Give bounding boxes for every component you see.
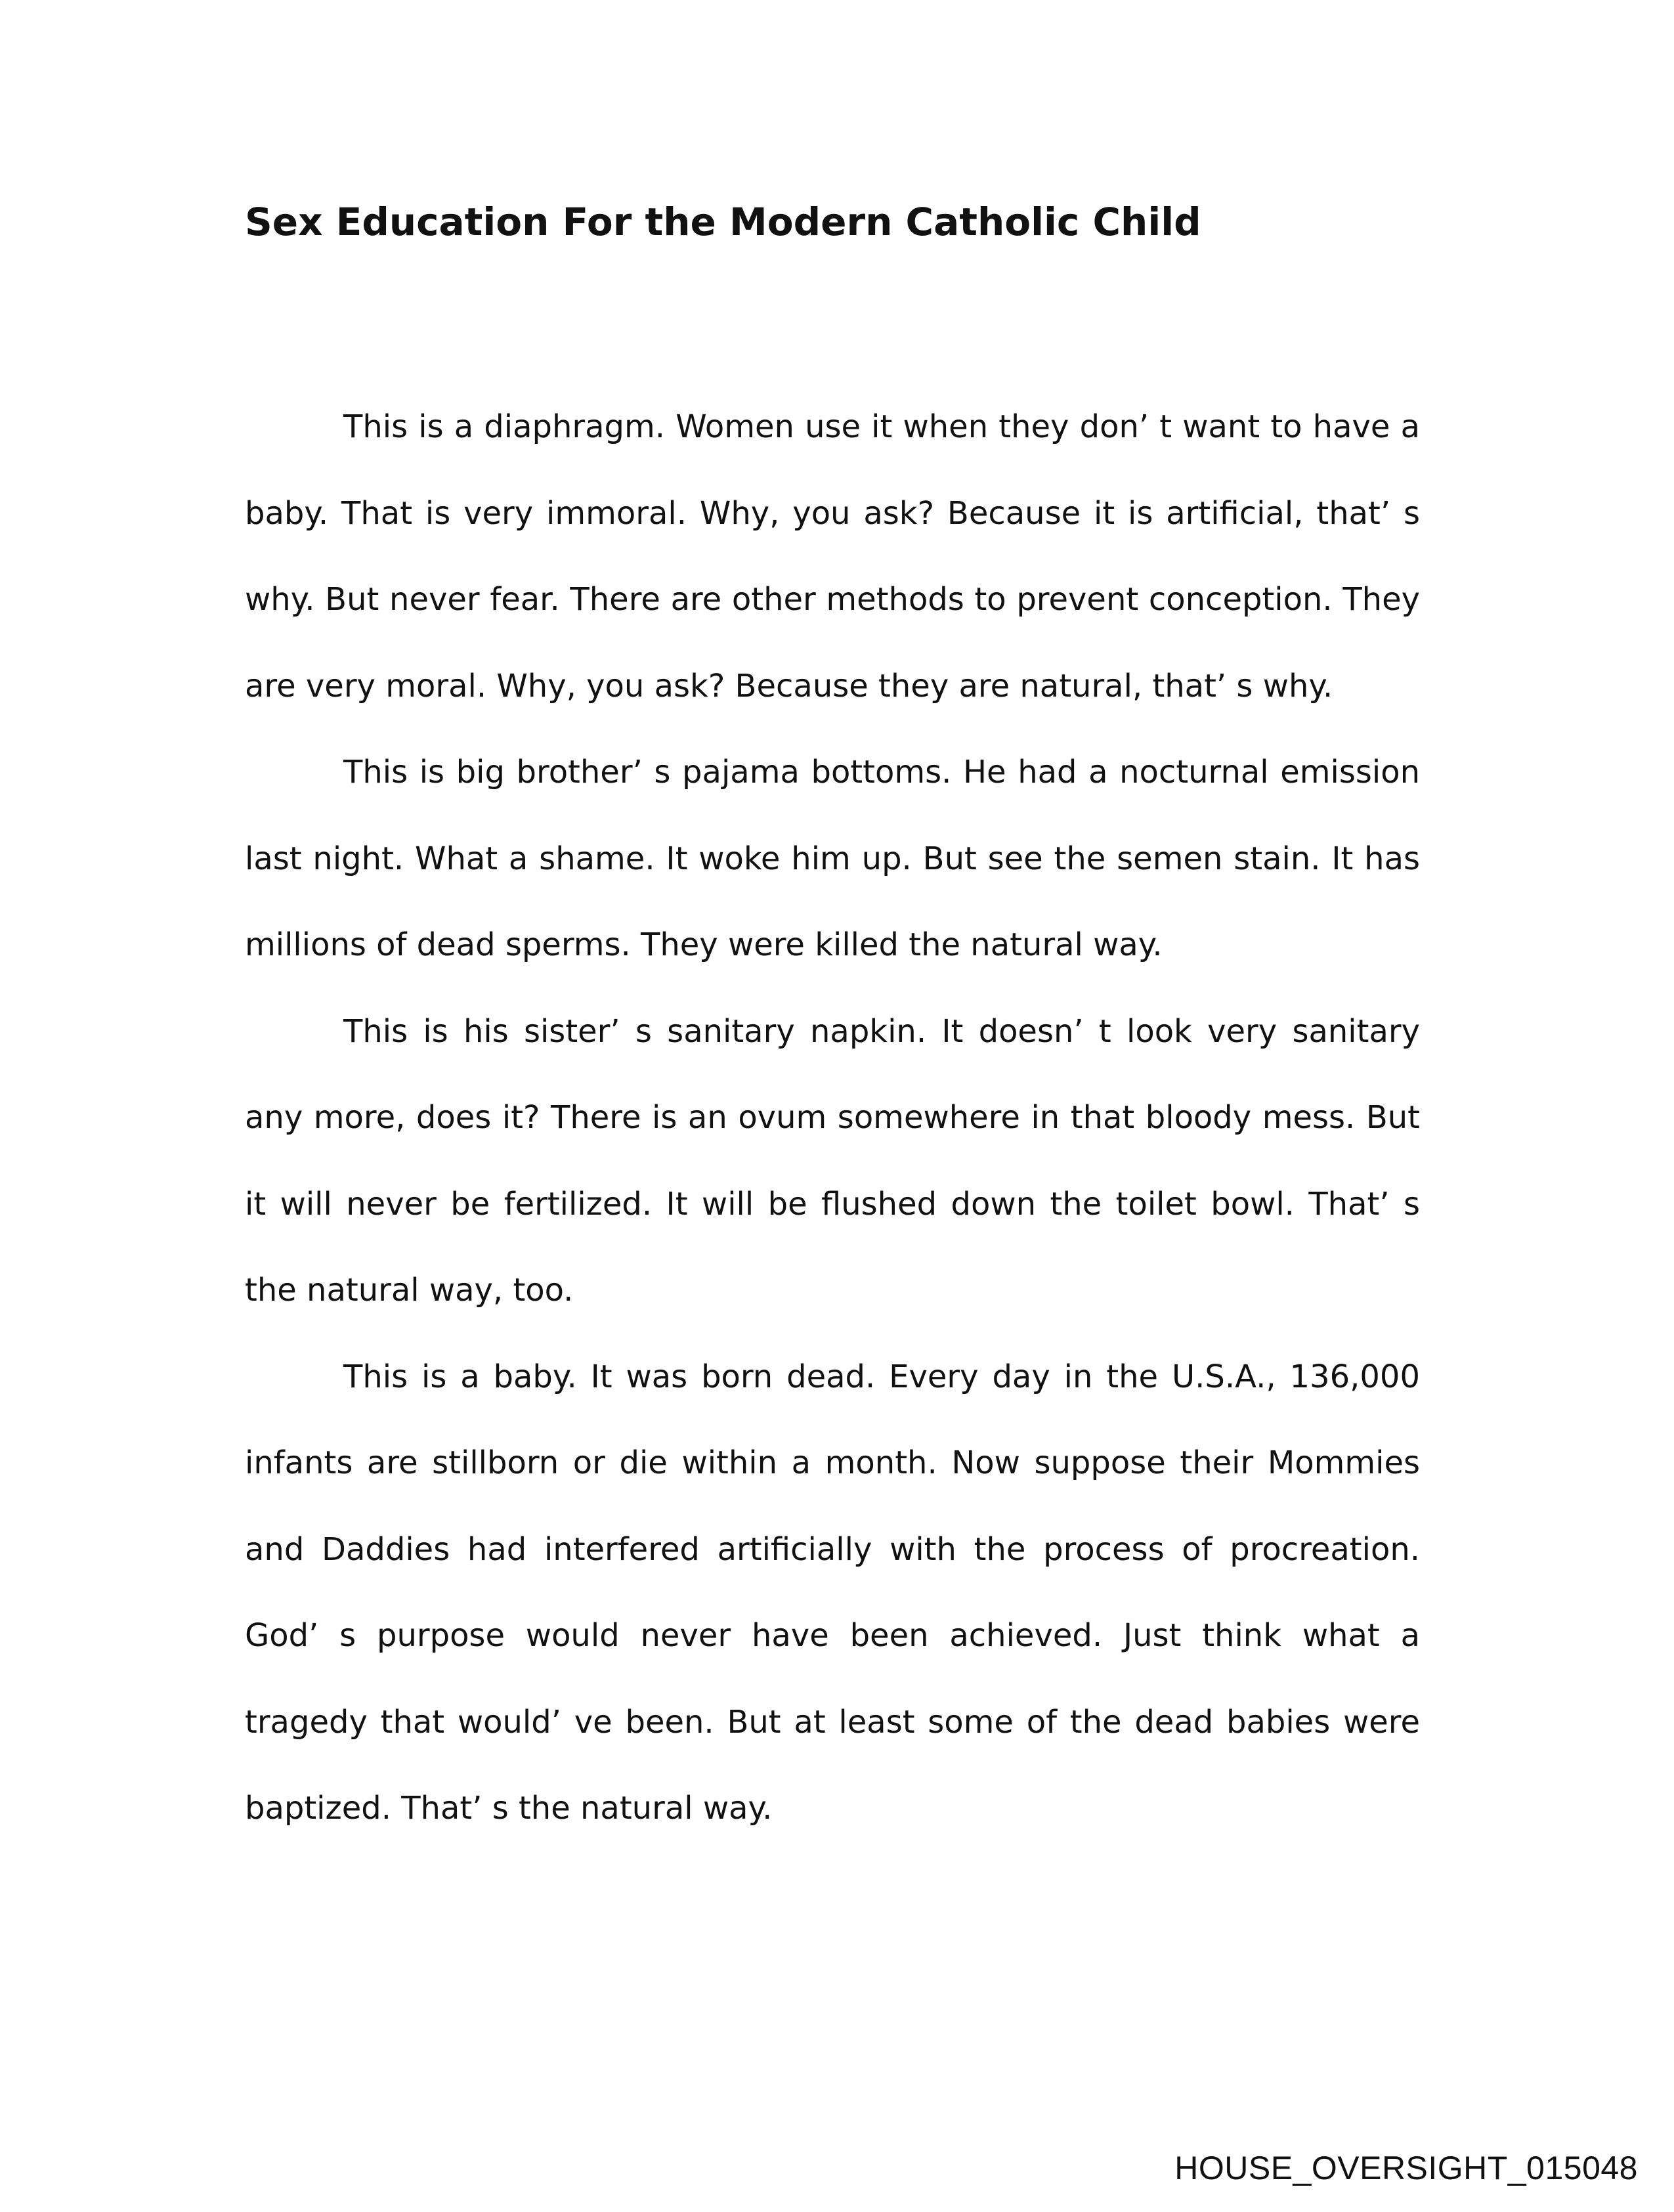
document-body xyxy=(245,384,1420,1852)
paragraph-baby: This is a baby. It was born dead. Every day in the U.S.A., 136,000 infants are stillborn or die within a month. Now suppose their Mommies and Daddies had interfered artificially with the process of procreation. God’ s purpose would never have been achieved. Just think what a tragedy that would’ ve been. But at least some of the dead babies were baptized. That’ s the natural way. xyxy=(245,1358,1420,1827)
document-title: Sex Education For the Modern Catholic Child xyxy=(245,200,1201,244)
paragraph-diaphragm: This is a diaphragm. Women use it when they don’ t want to have a baby. That is very immoral. Why, you ask? Because it is artificial, that’ s why. But never fear. There are other methods to prevent conception. They are very moral. Why, you ask? Because they are natural, that’ s why. xyxy=(245,408,1420,705)
paragraph-sanitary-napkin: This is his sister’ s sanitary napkin. It doesn’ t look very sanitary any more, does it? There is an ovum somewhere in that bloody mess. But it will never be fertilized. It will be flushed down the toilet bowl. That’ s the natural way, too. xyxy=(245,1012,1420,1309)
document-id-stamp: HOUSE_OVERSIGHT_015048 xyxy=(1174,2150,1638,2186)
paragraph-pajama-bottoms: This is big brother’ s pajama bottoms. He had a nocturnal emission last night. What a shame. It woke him up. But see the semen stain. It has millions of dead sperms. They were killed the natural way. xyxy=(245,754,1420,963)
